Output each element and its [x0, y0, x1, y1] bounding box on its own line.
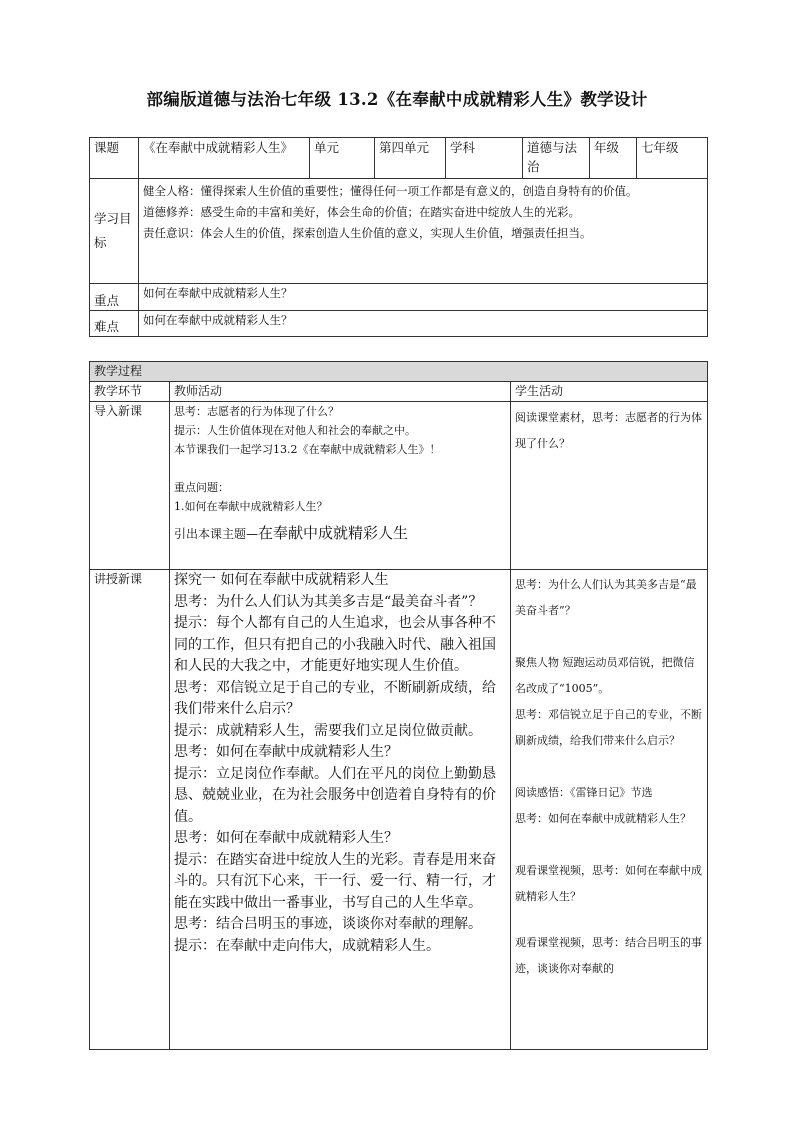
lecture-line: 提示：在踏实奋进中绽放人生的光彩。青春是用来奋斗的。只有沉下心来，干一行、爱一行、精一行，才能在实践中做出一番事业，书写自己的人生华章。 — [174, 851, 496, 911]
lecture-line: 探究一 如何在奉献中成就精彩人生 — [174, 572, 389, 588]
lecture-student-line: 观看课堂视频，思考：如何在奉献中成就精彩人生？ — [515, 864, 702, 903]
objectives-label: 学习目标 — [90, 179, 139, 284]
unit-value: 第四单元 — [375, 138, 446, 179]
lecture-line: 提示：在奉献中走向伟大，成就精彩人生。 — [174, 937, 440, 954]
intro-line: 重点问题： — [174, 481, 229, 494]
lecture-student-line: 聚焦人物 短跑运动员邓信锐，把微信名改成了“1005”。 — [515, 656, 695, 695]
intro-lead-prefix: 引出本课主题— — [174, 527, 259, 541]
lecture-line: 思考：如何在奉献中成就精彩人生？ — [174, 830, 398, 846]
lecture-line: 思考：邓信锐立足于自己的专业，不断刷新成绩，给我们带来什么启示？ — [174, 679, 496, 717]
col-teacher-header: 教师活动 — [170, 382, 511, 402]
objective-1: 健全人格：懂得探索人生价值的重要性；懂得任何一项工作都是有意义的，创造自身特有的价值。 — [143, 184, 638, 198]
difficulty-label: 难点 — [90, 311, 139, 337]
lecture-line: 提示：成就精彩人生，需要我们立足岗位做贡献。 — [174, 722, 482, 739]
info-table — [89, 137, 708, 337]
lecture-student-line: 思考：邓信锐立足于自己的专业，不断刷新成绩，给我们带来什么启示？ — [515, 708, 702, 747]
lecture-student-line — [515, 624, 703, 650]
lecture-student-line — [515, 754, 703, 780]
intro-lead-theme: 在奉献中成就精彩人生 — [258, 524, 409, 542]
intro-line — [174, 459, 506, 478]
lecture-student-line: 思考：为什么人们认为其美多吉是“最美奋斗者”？ — [515, 578, 697, 617]
lecture-line: 思考：如何在奉献中成就精彩人生？ — [174, 744, 398, 760]
objectives — [139, 179, 708, 284]
difficulty-value: 如何在奉献中成就精彩人生？ — [139, 311, 708, 337]
process-table — [89, 361, 708, 1050]
intro-teacher-activity — [170, 402, 511, 570]
process-title: 教学过程 — [90, 362, 708, 382]
lecture-student-activity — [511, 570, 708, 1050]
topic-value: 《在奉献中成就精彩人生》 — [139, 138, 310, 179]
intro-line: 提示：人生价值体现在对他人和社会的奉献之中。 — [174, 424, 416, 437]
lecture-student-line — [515, 910, 703, 930]
subject-value: 道德与法治 — [523, 138, 590, 179]
topic-label: 课题 — [90, 138, 139, 179]
intro-student-activity: 阅读课堂素材，思考：志愿者的行为体现了什么？ — [511, 402, 708, 570]
intro-line: 1.如何在奉献中成就精彩人生？ — [174, 500, 328, 513]
intro-line: 本节课我们一起学习13.2《在奉献中成就精彩人生》！ — [174, 443, 441, 456]
lecture-teacher-activity — [170, 570, 511, 1050]
col-student-header: 学生活动 — [511, 382, 708, 402]
lecture-student-line: 观看课堂视频，思考：结合吕明玉的事迹，谈谈你对奉献的 — [515, 936, 702, 975]
grade-value: 七年级 — [637, 138, 708, 179]
unit-label: 单元 — [310, 138, 375, 179]
lecture-line: 提示：立足岗位作奉献。人们在平凡的岗位上勤勤恳恳、兢兢业业，在为社会服务中创造着自身特有的价值。 — [174, 765, 496, 825]
col-stage-header: 教学环节 — [90, 382, 170, 402]
lecture-stage: 讲授新课 — [90, 570, 170, 1050]
intro-stage: 导入新课 — [90, 402, 170, 570]
intro-lead — [174, 524, 506, 544]
lecture-student-line: 思考：如何在奉献中成就精彩人生？ — [515, 812, 691, 825]
lecture-line: 提示：每个人都有自己的人生追求，也会从事各种不同的工作，但只有把自己的小我融入时代、融入祖国和人民的大我之中，才能更好地实现人生价值。 — [174, 615, 496, 674]
document-title: 部编版道德与法治七年级 13.2《在奉献中成就精彩人生》教学设计 — [146, 90, 648, 109]
key-label: 重点 — [90, 284, 139, 311]
grade-label: 年级 — [590, 138, 637, 179]
objective-3: 责任意识：体会人生的价值，探索创造人生价值的意义，实现人生价值，增强责任担当。 — [143, 226, 592, 240]
objective-2: 道德修养：感受生命的丰富和美好，体会生命的价值；在踏实奋进中绽放人生的光彩。 — [143, 205, 580, 219]
lecture-line: 思考：为什么人们认为其美多吉是“最美奋斗者”？ — [174, 593, 483, 610]
key-value: 如何在奉献中成就精彩人生？ — [139, 284, 708, 311]
lecture-line: 思考：结合吕明玉的事迹，谈谈你对奉献的理解。 — [174, 916, 482, 932]
lecture-student-line: 阅读感悟：《雷锋日记》节选 — [515, 786, 653, 799]
subject-label: 学科 — [446, 138, 523, 179]
lecture-student-line — [515, 832, 703, 858]
intro-line: 思考：志愿者的行为体现了什么？ — [174, 405, 339, 418]
